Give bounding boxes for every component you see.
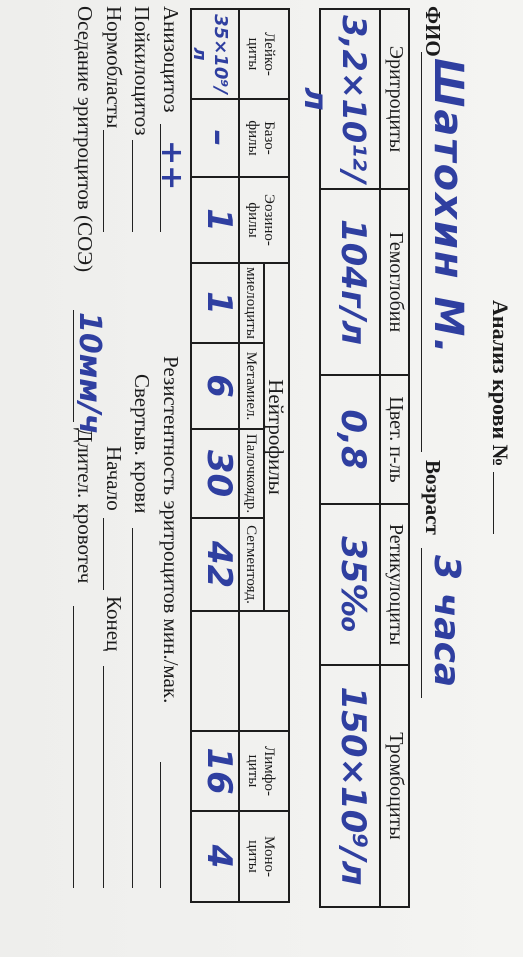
resistance-label: Резистентность эритроцитов мин./мак. (159, 356, 183, 704)
header-basophils: Базо- филы (245, 120, 277, 156)
value-platelets: 150×10⁹/л (333, 686, 373, 886)
clotting-label: Свертыв. крови (130, 374, 154, 514)
header-color-index: Цвет. п-ль (385, 396, 407, 483)
header-lymphocytes: Лимфо- циты (245, 746, 277, 796)
bleeding-underline (73, 606, 74, 888)
value-monocytes: 4 (199, 844, 239, 869)
bleeding-label: Длител. кровотеч (73, 428, 97, 584)
clotting-underline (132, 528, 133, 888)
clotting-end-label: Конец (102, 596, 126, 652)
clotting-start-label: Начало (102, 446, 126, 511)
fio-label: ФИО (421, 6, 445, 57)
header-leukocytes: Лейко- циты (245, 32, 277, 76)
header-metamyelocytes: Метамиел. (243, 351, 259, 421)
value-lymphocytes: 16 (199, 747, 239, 795)
age-underline (421, 548, 422, 698)
form-title-text: Анализ крови № (488, 300, 513, 467)
value-reticulocytes: 35‰ (333, 536, 373, 633)
neutrophils-group-label: Нейтрофилы (264, 379, 288, 495)
header-eosinophils: Эозино- филы (245, 194, 277, 246)
value-hemoglobin: 104г/л (333, 218, 373, 346)
fio-underline (421, 52, 422, 452)
value-leukocytes: 35×10⁹/л (189, 14, 231, 94)
header-reticulocytes: Ретикулоциты (385, 523, 407, 646)
poikilocytosis-underline (132, 140, 133, 232)
anisocytosis-value: ++ (154, 140, 189, 191)
resistance-underline (160, 762, 161, 888)
value-myelocytes: 1 (199, 291, 239, 315)
value-metamyelocytes: 6 (199, 374, 239, 398)
normoblasts-underline (103, 130, 104, 232)
header-monocytes: Моно- циты (245, 836, 277, 877)
header-hemoglobin: Гемоглобин (385, 231, 407, 333)
header-erythrocytes: Эритроциты (385, 45, 407, 153)
normoblasts-label: Нормобласты (102, 6, 126, 129)
clotting-end-underline (103, 666, 104, 888)
value-band-neutrophils: 30 (199, 449, 239, 498)
value-segmented-neutrophils: 42 (199, 540, 239, 589)
header-segmented-neutrophils: Сегментояд. (243, 525, 259, 604)
esr-value: 10мм/ч (72, 312, 107, 435)
age-label: Возраст (421, 460, 445, 535)
anisocytosis-label: Анизоцитоз (159, 6, 183, 113)
fio-value: Шатохин М. (425, 58, 471, 356)
header-platelets: Тромбоциты (385, 732, 407, 840)
value-erythrocytes: 3,2×10¹²/л (297, 15, 373, 183)
form-title (487, 300, 513, 534)
value-eosinophils: 1 (199, 208, 239, 232)
clotting-start-underline (103, 518, 104, 590)
value-color-index: 0,8 (333, 409, 373, 470)
age-value: 3 часа (426, 555, 467, 688)
value-basophils: – (199, 129, 239, 147)
poikilocytosis-label: Пойкилоцитоз (130, 6, 154, 136)
esr-label: Оседание эритроцитов (СОЭ) (73, 6, 97, 273)
header-myelocytes: миелоциты (243, 267, 259, 339)
header-band-neutrophils: Палочкоядр. (243, 433, 259, 514)
